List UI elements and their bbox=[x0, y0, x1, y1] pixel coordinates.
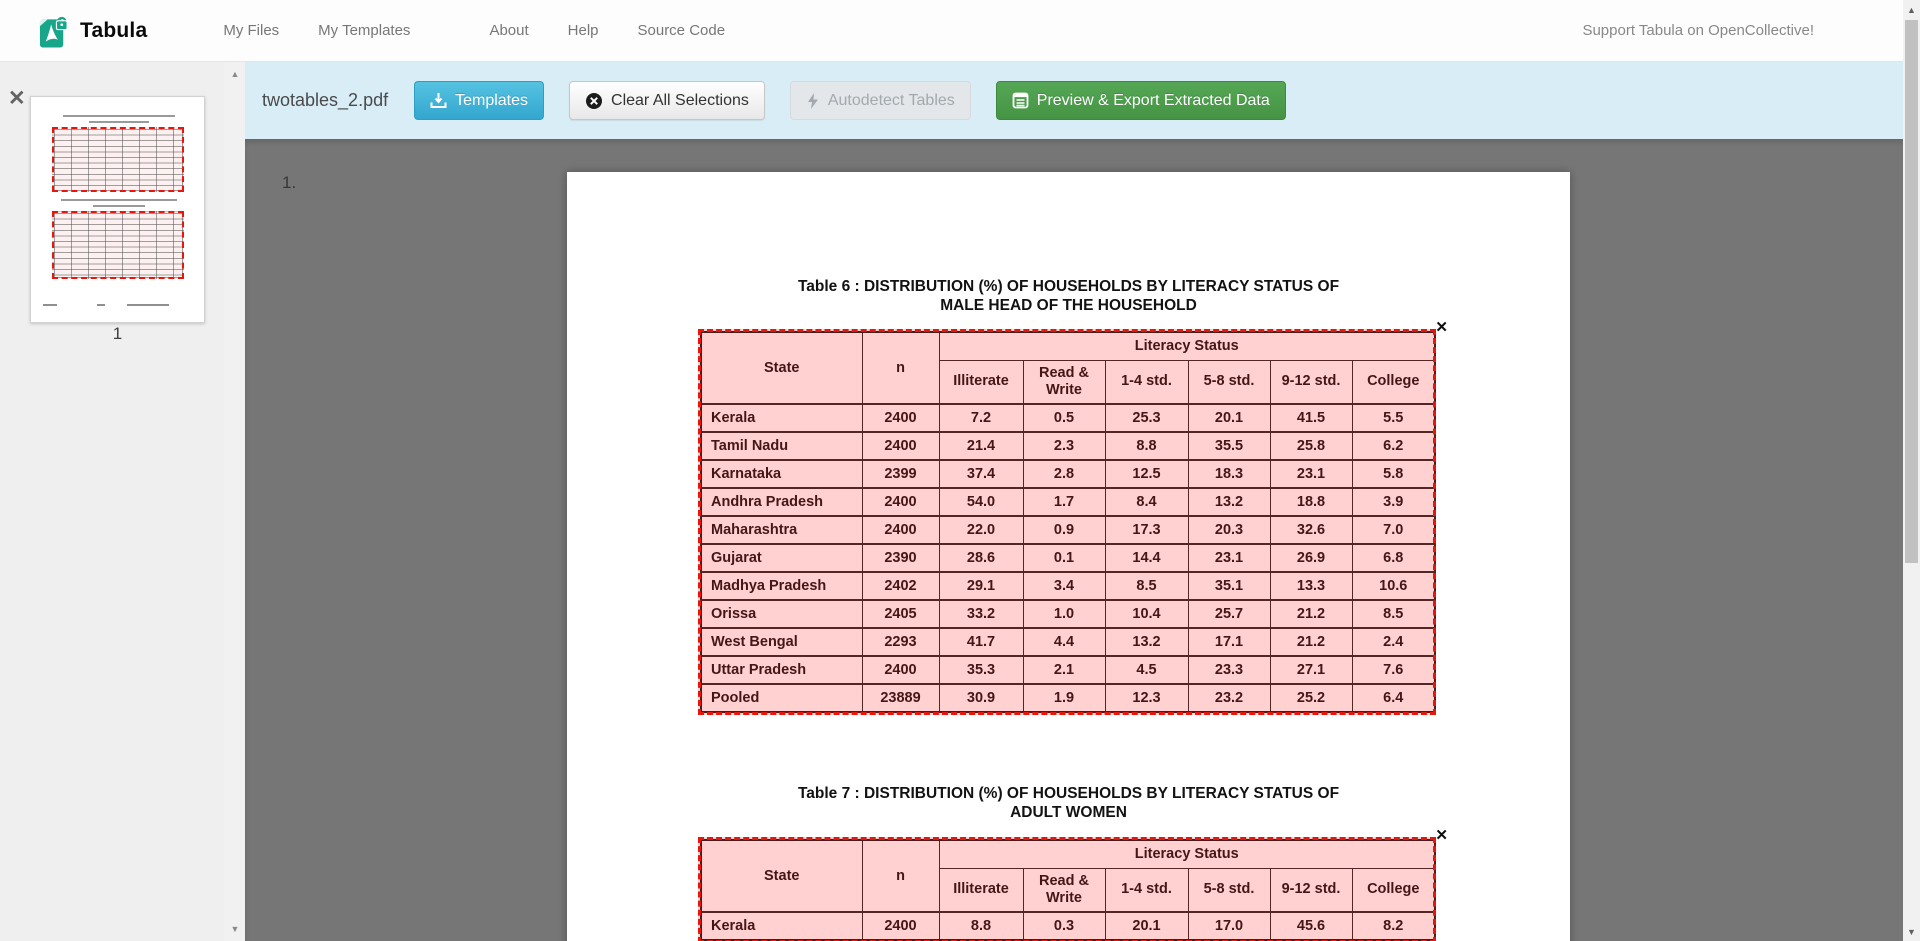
table-cell: 20.3 bbox=[1188, 516, 1270, 544]
table-cell: 35.1 bbox=[1188, 572, 1270, 600]
table6-selection-close-icon[interactable]: ✕ bbox=[1435, 319, 1448, 336]
save-template-icon bbox=[430, 92, 447, 109]
table-cell: 30.9 bbox=[939, 684, 1023, 712]
table-cell: 18.8 bbox=[1270, 488, 1352, 516]
table-cell: 28.6 bbox=[939, 544, 1023, 572]
table-cell: 29.1 bbox=[939, 572, 1023, 600]
table-cell: 23889 bbox=[862, 684, 939, 712]
table6-container bbox=[700, 319, 1448, 713]
table-cell: 2400 bbox=[862, 432, 939, 460]
table-cell: 25.7 bbox=[1188, 600, 1270, 628]
column-header: Read & Write bbox=[1023, 868, 1105, 912]
window-scrollbar[interactable] bbox=[1903, 0, 1920, 941]
column-header-group: Literacy Status bbox=[939, 840, 1435, 868]
table-cell: 32.6 bbox=[1270, 516, 1352, 544]
table-cell: Gujarat bbox=[701, 544, 862, 572]
table-cell: 2405 bbox=[862, 600, 939, 628]
table-cell: 7.2 bbox=[939, 404, 1023, 432]
table-cell: 5.5 bbox=[1352, 404, 1435, 432]
table-cell: 2.3 bbox=[1023, 432, 1105, 460]
table-cell: 21.4 bbox=[939, 432, 1023, 460]
templates-button[interactable] bbox=[414, 81, 544, 120]
table-cell: 17.3 bbox=[1105, 516, 1188, 544]
table-cell: 4.5 bbox=[1105, 656, 1188, 684]
table-cell: 35.3 bbox=[939, 656, 1023, 684]
thumbnail-footer-mark bbox=[43, 304, 57, 306]
table-cell: 18.3 bbox=[1188, 460, 1270, 488]
table-cell: 35.5 bbox=[1188, 432, 1270, 460]
table-cell: 23.1 bbox=[1188, 544, 1270, 572]
table-cell: 25.2 bbox=[1270, 684, 1352, 712]
table6-title bbox=[567, 277, 1570, 315]
tabula-logo-icon bbox=[38, 12, 71, 50]
table-cell: 7.0 bbox=[1352, 516, 1435, 544]
table-cell: 8.8 bbox=[1105, 432, 1188, 460]
table-cell: 2402 bbox=[862, 572, 939, 600]
table-cell: Karnataka bbox=[701, 460, 862, 488]
table-cell: 2.8 bbox=[1023, 460, 1105, 488]
table-cell: 1.0 bbox=[1023, 600, 1105, 628]
table-cell: 17.0 bbox=[1188, 912, 1270, 940]
column-header: Illiterate bbox=[939, 868, 1023, 912]
brand-name[interactable]: Tabula bbox=[80, 18, 148, 42]
column-header: 5-8 std. bbox=[1188, 360, 1270, 404]
column-header: 9-12 std. bbox=[1270, 360, 1352, 404]
table-cell: Madhya Pradesh bbox=[701, 572, 862, 600]
nav-item-my-files[interactable]: My Files bbox=[223, 22, 280, 39]
main-area bbox=[245, 62, 1920, 941]
table-cell: West Bengal bbox=[701, 628, 862, 656]
autodetect-button-label: Autodetect Tables bbox=[827, 91, 955, 109]
column-header: Read & Write bbox=[1023, 360, 1105, 404]
table-cell: 2.1 bbox=[1023, 656, 1105, 684]
table7-selection-close-icon[interactable]: ✕ bbox=[1435, 827, 1448, 844]
table-cell: 8.8 bbox=[939, 912, 1023, 940]
column-header: College bbox=[1352, 868, 1435, 912]
table-cell: 21.2 bbox=[1270, 628, 1352, 656]
nav-item-source-code[interactable]: Source Code bbox=[637, 22, 726, 39]
scrollbar-thumb[interactable] bbox=[1905, 20, 1918, 563]
column-header: 5-8 std. bbox=[1188, 868, 1270, 912]
table-cell: 2399 bbox=[862, 460, 939, 488]
table-cell: 10.6 bbox=[1352, 572, 1435, 600]
thumbnail-title-line bbox=[93, 205, 145, 207]
scroll-up-icon[interactable]: ▲ bbox=[1907, 5, 1916, 15]
column-header-state: State bbox=[701, 840, 862, 912]
table-cell: 2.4 bbox=[1352, 628, 1435, 656]
table-cell: 3.9 bbox=[1352, 488, 1435, 516]
table-cell: 0.5 bbox=[1023, 404, 1105, 432]
table-cell: 8.4 bbox=[1105, 488, 1188, 516]
table-cell: 4.4 bbox=[1023, 628, 1105, 656]
table-cell: 17.1 bbox=[1188, 628, 1270, 656]
scroll-down-icon[interactable]: ▼ bbox=[230, 924, 240, 934]
table-cell: 1.9 bbox=[1023, 684, 1105, 712]
table-cell: 0.1 bbox=[1023, 544, 1105, 572]
scroll-down-icon[interactable]: ▼ bbox=[1907, 927, 1916, 937]
column-header: Illiterate bbox=[939, 360, 1023, 404]
table7-title-line2: ADULT WOMEN bbox=[1010, 804, 1127, 821]
table-cell: 20.1 bbox=[1188, 404, 1270, 432]
table-cell: 22.0 bbox=[939, 516, 1023, 544]
table7-container bbox=[700, 827, 1448, 941]
thumbnail-sidebar bbox=[0, 62, 245, 941]
table-cell: 12.3 bbox=[1105, 684, 1188, 712]
nav-item-my-templates[interactable]: My Templates bbox=[318, 22, 411, 39]
thumbnail-table-selection bbox=[52, 127, 184, 192]
table-cell: 27.1 bbox=[1270, 656, 1352, 684]
table6-title-line2: MALE HEAD OF THE HOUSEHOLD bbox=[940, 297, 1197, 314]
table-cell: Orissa bbox=[701, 600, 862, 628]
sidebar-scrollbar[interactable] bbox=[225, 62, 245, 941]
table-cell: Kerala bbox=[701, 912, 862, 940]
table6-title-line1: Table 6 : DISTRIBUTION (%) OF HOUSEHOLDS BY LITERACY STATUS OF bbox=[797, 278, 1340, 295]
page-thumbnail[interactable] bbox=[30, 96, 205, 323]
table6-selection-box[interactable] bbox=[698, 329, 1436, 715]
nav-item-about[interactable]: About bbox=[489, 22, 529, 39]
table-cell: 45.6 bbox=[1270, 912, 1352, 940]
thumbnail-title-line bbox=[61, 199, 177, 201]
thumbnail-footer-mark bbox=[97, 304, 105, 306]
page-number-label: 1. bbox=[282, 173, 297, 192]
nav-item-help[interactable]: Help bbox=[567, 22, 599, 39]
table-cell: Tamil Nadu bbox=[701, 432, 862, 460]
column-header: 1-4 std. bbox=[1105, 360, 1188, 404]
templates-button-label: Templates bbox=[455, 91, 529, 109]
app-body bbox=[0, 62, 1920, 941]
scroll-up-icon[interactable]: ▲ bbox=[230, 69, 240, 79]
column-header: 1-4 std. bbox=[1105, 868, 1188, 912]
table-cell: Pooled bbox=[701, 684, 862, 712]
remove-page-icon[interactable]: ✕ bbox=[8, 87, 26, 110]
table-cell: 14.4 bbox=[1105, 544, 1188, 572]
pdf-page[interactable] bbox=[567, 172, 1570, 941]
table-cell: 2293 bbox=[862, 628, 939, 656]
table-cell: 13.2 bbox=[1105, 628, 1188, 656]
table7-selection-box[interactable] bbox=[698, 837, 1436, 941]
preview-export-button[interactable] bbox=[996, 81, 1286, 120]
autodetect-tables-button[interactable] bbox=[790, 81, 971, 120]
toolbar bbox=[245, 62, 1920, 139]
table-cell: 37.4 bbox=[939, 460, 1023, 488]
table-cell: 23.1 bbox=[1270, 460, 1352, 488]
table-cell: Maharashtra bbox=[701, 516, 862, 544]
table-cell: Andhra Pradesh bbox=[701, 488, 862, 516]
table-cell: 25.3 bbox=[1105, 404, 1188, 432]
table-cell: 41.7 bbox=[939, 628, 1023, 656]
clear-all-selections-button[interactable] bbox=[569, 81, 765, 120]
current-filename: twotables_2.pdf bbox=[262, 90, 389, 110]
table-cell: 6.8 bbox=[1352, 544, 1435, 572]
table-cell: 26.9 bbox=[1270, 544, 1352, 572]
table-cell: 54.0 bbox=[939, 488, 1023, 516]
table-cell: 41.5 bbox=[1270, 404, 1352, 432]
table-cell: 8.5 bbox=[1105, 572, 1188, 600]
table-cell: Kerala bbox=[701, 404, 862, 432]
table-cell: 20.1 bbox=[1105, 912, 1188, 940]
table-cell: 2400 bbox=[862, 404, 939, 432]
table-cell: 21.2 bbox=[1270, 600, 1352, 628]
nav-menu bbox=[209, 12, 750, 49]
list-table-icon bbox=[1012, 92, 1029, 109]
table-cell: 8.5 bbox=[1352, 600, 1435, 628]
table-cell: 7.6 bbox=[1352, 656, 1435, 684]
column-header-n: n bbox=[862, 332, 939, 404]
table-cell: 3.4 bbox=[1023, 572, 1105, 600]
thumbnail-footer-mark bbox=[127, 304, 169, 306]
pdf-viewer bbox=[245, 139, 1920, 941]
column-header: College bbox=[1352, 360, 1435, 404]
table7-title-line1: Table 7 : DISTRIBUTION (%) OF HOUSEHOLDS BY LITERACY STATUS OF bbox=[797, 785, 1340, 802]
export-button-label: Preview & Export Extracted Data bbox=[1036, 91, 1270, 109]
clear-button-label: Clear All Selections bbox=[611, 91, 749, 109]
table-cell: 6.4 bbox=[1352, 684, 1435, 712]
table7-title bbox=[567, 784, 1570, 822]
table-cell: 2390 bbox=[862, 544, 939, 572]
column-header-n: n bbox=[862, 840, 939, 912]
table-cell: 8.2 bbox=[1352, 912, 1435, 940]
thumbnail-table-selection bbox=[52, 211, 184, 279]
table-cell: 2400 bbox=[862, 656, 939, 684]
table-cell: 23.3 bbox=[1188, 656, 1270, 684]
column-header-state: State bbox=[701, 332, 862, 404]
support-link[interactable]: Support Tabula on OpenCollective! bbox=[1582, 22, 1814, 39]
table-cell: 1.7 bbox=[1023, 488, 1105, 516]
table-cell: 13.3 bbox=[1270, 572, 1352, 600]
table-cell: 2400 bbox=[862, 912, 939, 940]
table-cell: 2400 bbox=[862, 488, 939, 516]
thumbnail-page-number: 1 bbox=[112, 324, 123, 343]
table-cell: Uttar Pradesh bbox=[701, 656, 862, 684]
lightning-bolt-icon bbox=[806, 92, 820, 110]
remove-circle-icon bbox=[585, 92, 603, 110]
column-header-group: Literacy Status bbox=[939, 332, 1435, 360]
table-cell: 0.3 bbox=[1023, 912, 1105, 940]
table-cell: 23.2 bbox=[1188, 684, 1270, 712]
table-cell: 2400 bbox=[862, 516, 939, 544]
table-cell: 33.2 bbox=[939, 600, 1023, 628]
table-cell: 0.9 bbox=[1023, 516, 1105, 544]
table-cell: 13.2 bbox=[1188, 488, 1270, 516]
table-cell: 6.2 bbox=[1352, 432, 1435, 460]
column-header: 9-12 std. bbox=[1270, 868, 1352, 912]
thumbnail-title-line bbox=[89, 121, 149, 123]
tabula-brand[interactable] bbox=[38, 12, 147, 50]
top-navbar bbox=[0, 0, 1920, 62]
table-cell: 5.8 bbox=[1352, 460, 1435, 488]
table-cell: 10.4 bbox=[1105, 600, 1188, 628]
table-cell: 12.5 bbox=[1105, 460, 1188, 488]
table-cell: 25.8 bbox=[1270, 432, 1352, 460]
thumbnail-title-line bbox=[63, 115, 175, 117]
